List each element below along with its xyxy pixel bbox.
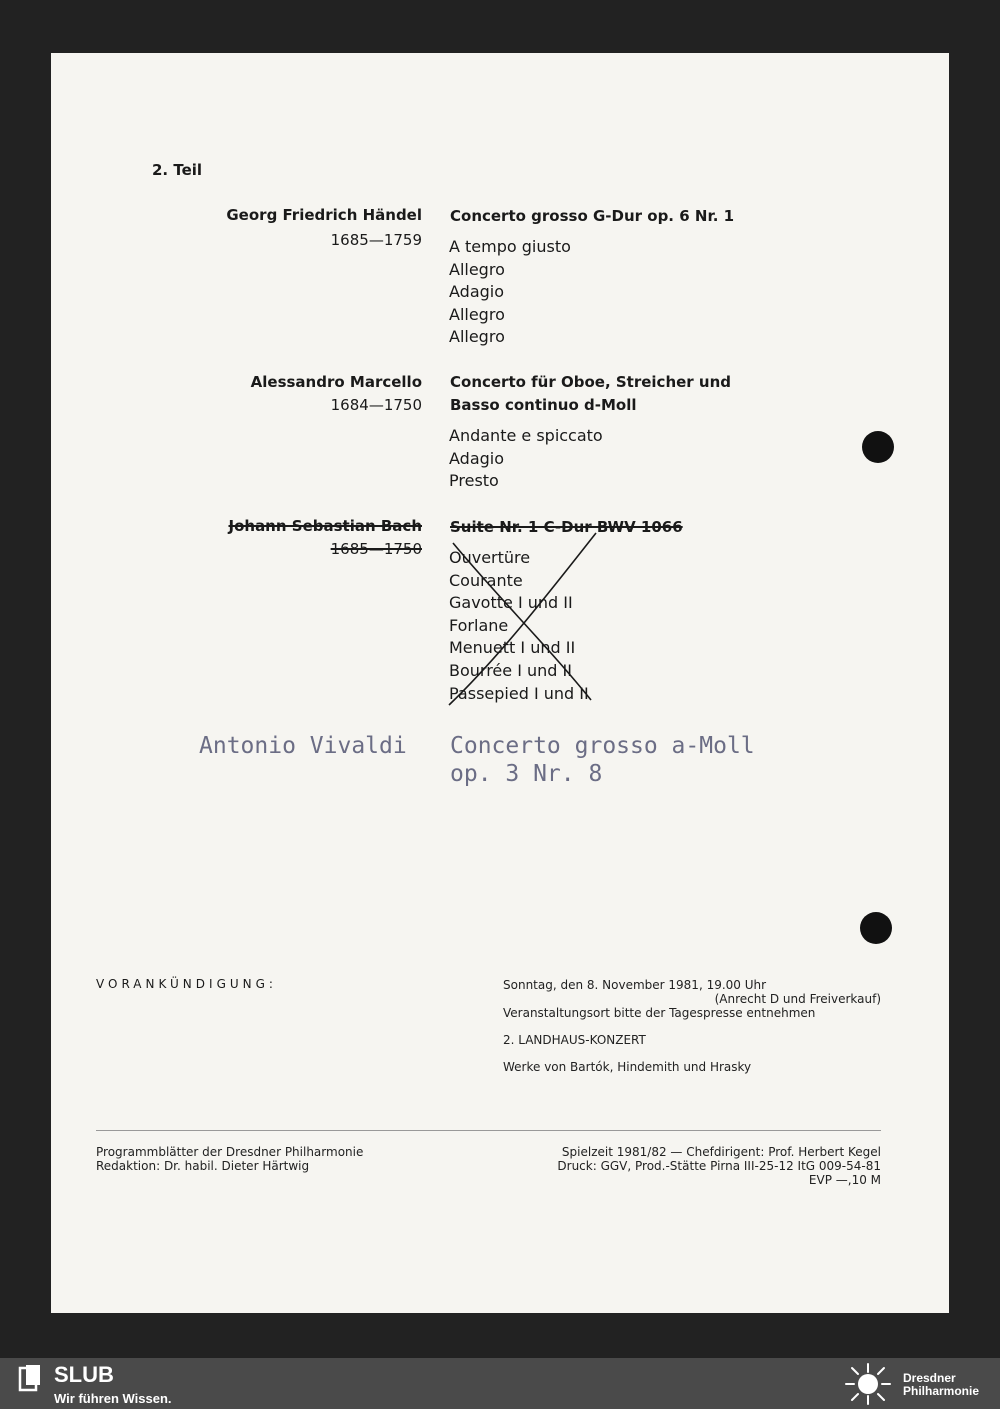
movement: A tempo giusto: [449, 237, 571, 256]
section-title: 2. Teil: [152, 161, 203, 179]
divider: [96, 1130, 881, 1131]
slub-name: SLUB: [54, 1362, 114, 1387]
footer-editor: Redaktion: Dr. habil. Dieter Härtwig: [96, 1159, 310, 1173]
years-handel: 1685—1759: [330, 231, 422, 249]
movement: Allegro: [449, 327, 505, 347]
composer-bach-struck: Johann Sebastian Bach: [228, 517, 422, 535]
viewer-branding-bar: [0, 1358, 1000, 1409]
work-handel: [450, 205, 734, 228]
movement: Andante e spiccato: [449, 426, 603, 445]
dp-name-line1: Dresdner: [903, 1371, 956, 1385]
announcement-subscription: (Anrecht D und Freiverkauf): [714, 992, 881, 1006]
movement: Courante: [449, 570, 523, 590]
movement: Adagio: [449, 448, 505, 468]
announcement-concert: 2. LANDHAUS-KONZERT: [503, 1033, 646, 1047]
slub-tagline: Wir führen Wissen.: [54, 1391, 172, 1406]
movement: Forlane: [449, 615, 509, 635]
movement: Ouvertüre: [449, 548, 531, 567]
dresdner-philharmonie-name: [903, 1372, 979, 1398]
years-bach-struck: 1685—1750: [330, 540, 422, 558]
movement: Allegro: [449, 259, 505, 279]
footer-print: Druck: GGV, Prod.-Stätte Pirna III-25-12 ItG 009-54-81: [557, 1159, 881, 1173]
work-title-line: Concerto für Oboe, Streicher und: [450, 373, 732, 391]
movement: Bourrée I und II: [449, 660, 572, 680]
work-marcello: [450, 371, 731, 417]
movement: Adagio: [449, 282, 505, 302]
punch-hole: [860, 912, 892, 944]
composer-marcello: Alessandro Marcello: [250, 373, 422, 391]
program-page: [51, 53, 949, 1313]
movements-marcello: [449, 425, 603, 493]
announcement-venue: Veranstaltungsort bitte der Tagespresse entnehmen: [503, 1006, 816, 1020]
punch-hole: [862, 431, 894, 463]
movement: Menuett I und II: [449, 638, 576, 658]
announcement-label: VORANKÜNDIGUNG:: [96, 977, 277, 991]
movements-handel: [449, 236, 571, 349]
footer-season: Spielzeit 1981/82 — Chefdirigent: Prof. Herbert Kegel: [561, 1145, 881, 1159]
handwritten-cross-mark: [441, 525, 611, 710]
footer-price: EVP —,10 M: [808, 1173, 881, 1187]
announcement-date: Sonntag, den 8. November 1981, 19.00 Uhr: [503, 978, 767, 992]
work-title-line: Suite Nr. 1 C-Dur BWV 1066: [450, 518, 683, 536]
work-title-line: Basso continuo d-Moll: [450, 396, 637, 414]
movement: Passepied I und II: [449, 683, 589, 703]
dresdner-philharmonie-logo-icon: [842, 1362, 894, 1406]
movement: Presto: [449, 471, 499, 491]
dp-name-line2: Philharmonie: [903, 1384, 980, 1398]
years-marcello: 1684—1750: [330, 396, 422, 414]
movement: Gavotte I und II: [449, 593, 573, 613]
announcement-works: Werke von Bartók, Hindemith und Hrasky: [503, 1060, 752, 1074]
footer-publisher: Programmblätter der Dresdner Philharmonie: [96, 1145, 364, 1159]
slub-logo-icon: [18, 1364, 42, 1394]
typed-work-line2: op. 3 Nr. 8: [450, 761, 603, 787]
composer-handel: Georg Friedrich Händel: [226, 206, 422, 224]
work-title-line: Concerto grosso G-Dur op. 6 Nr. 1: [450, 207, 735, 225]
typed-composer: Antonio Vivaldi: [199, 733, 407, 759]
typed-work-line1: Concerto grosso a-Moll: [450, 733, 755, 759]
movement: Allegro: [449, 304, 505, 324]
